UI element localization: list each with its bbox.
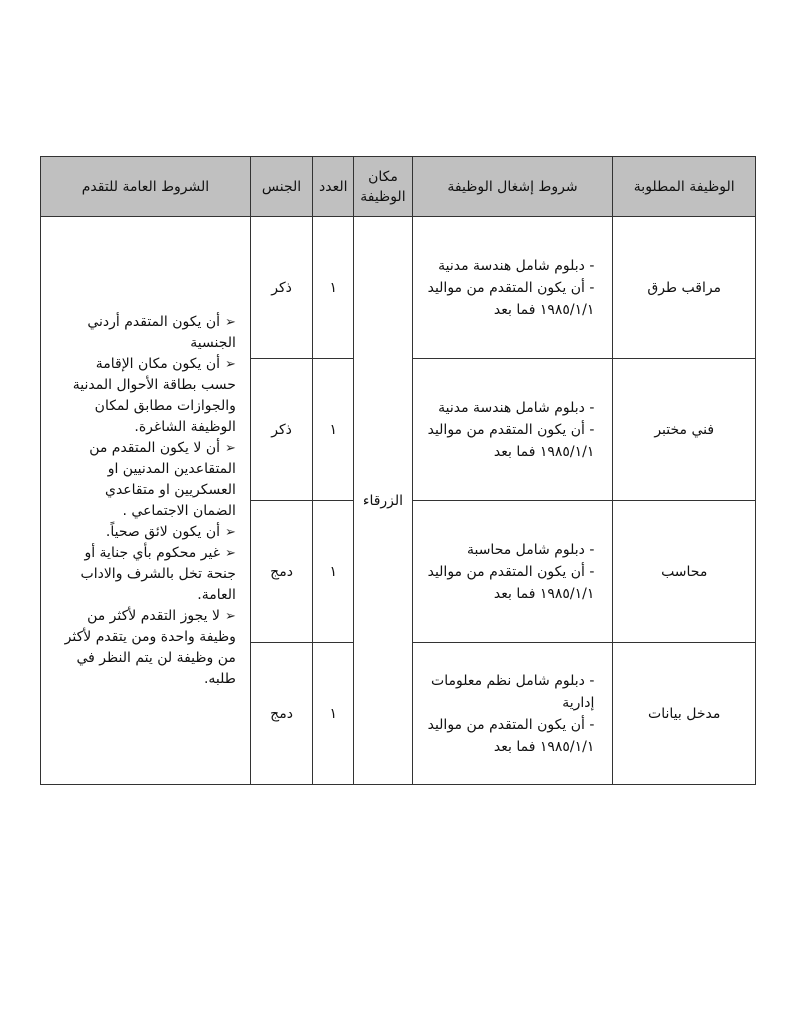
gender-cell: ذكر [250,359,312,501]
general-condition-item: ➢أن لا يكون المتقدم من المتقاعدين المدنيين او العسكريين او متقاعدي الضمان الاجتماعي . [89,439,236,519]
condition-line: ١٩٨٥/١/١ فما بعد [493,443,595,460]
table-row [41,217,756,359]
gender-cell: ذكر [250,217,312,359]
general-conditions-list [49,312,242,690]
condition-line: - دبلوم شامل هندسة مدنية [438,399,595,416]
general-condition-item: ➢أن يكون مكان الإقامة حسب بطاقة الأحوال المدنية والجوازات مطابق لمكان الوظيفة الشاغرة. [72,355,236,435]
count-cell: ١ [313,217,354,359]
gender-cell: دمج [250,643,312,785]
condition-line: - أن يكون المتقدم من مواليد [427,421,595,438]
header-conditions: شروط إشغال الوظيفة [412,157,613,217]
condition-line: ١٩٨٥/١/١ فما بعد [493,301,595,318]
conditions-cell [412,501,613,643]
table-header-row [41,157,756,217]
checkmark-arrow-icon: ➢ [225,440,236,456]
checkmark-arrow-icon: ➢ [225,545,236,561]
checkmark-arrow-icon: ➢ [225,524,236,540]
condition-line: - أن يكون المتقدم من مواليد [427,563,595,580]
condition-line: ١٩٨٥/١/١ فما بعد [493,738,595,755]
general-conditions-cell [41,217,251,785]
gender-cell: دمج [250,501,312,643]
general-condition-item: ➢غير محكوم بأي جناية أو جنحة تخل بالشرف والاداب العامة. [80,544,236,603]
general-condition-item: ➢أن يكون المتقدم أردني الجنسية [87,313,236,351]
place-cell: الزرقاء [354,217,412,785]
condition-line: - دبلوم شامل محاسبة [466,541,595,558]
count-cell: ١ [313,643,354,785]
checkmark-arrow-icon: ➢ [225,608,236,624]
job-cell: محاسب [613,501,756,643]
checkmark-arrow-icon: ➢ [225,314,236,330]
job-cell: مدخل بيانات [613,643,756,785]
header-count: العدد [313,157,354,217]
count-cell: ١ [313,359,354,501]
condition-line: - أن يكون المتقدم من مواليد [427,716,595,733]
jobs-table [40,156,756,785]
general-condition-item: ➢أن يكون لائق صحياً. [59,522,236,543]
checkmark-arrow-icon: ➢ [225,356,236,372]
header-job: الوظيفة المطلوبة [613,157,756,217]
header-general: الشروط العامة للتقدم [41,157,251,217]
header-gender: الجنس [250,157,312,217]
header-place: مكان الوظيفة [354,157,412,217]
job-cell: مراقب طرق [613,217,756,359]
conditions-cell [412,359,613,501]
condition-line: ١٩٨٥/١/١ فما بعد [493,585,595,602]
condition-line: - دبلوم شامل هندسة مدنية [438,257,595,274]
job-cell: فني مختبر [613,359,756,501]
conditions-cell [412,643,613,785]
conditions-cell [412,217,613,359]
condition-line: - دبلوم شامل نظم معلومات إدارية [431,672,595,711]
count-cell: ١ [313,501,354,643]
condition-line: - أن يكون المتقدم من مواليد [427,279,595,296]
general-condition-item: ➢لا يجوز التقدم لأكثر من وظيفة واحدة ومن يتقدم لأكثر من وظيفة لن يتم النظر في طلبه. [64,607,236,687]
